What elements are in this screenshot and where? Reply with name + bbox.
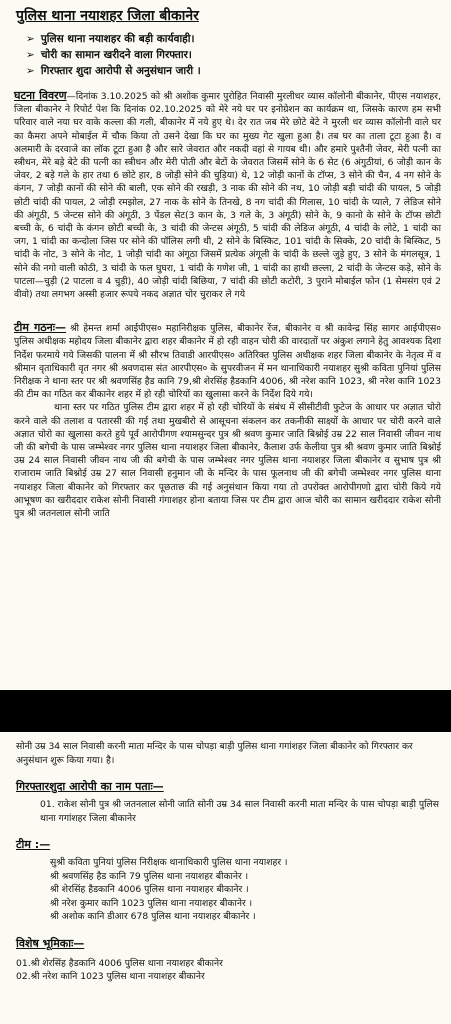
- page-title: पुलिस थाना नयाशहर जिला बीकानेर: [16, 8, 199, 24]
- highlight-item: [26, 63, 451, 79]
- highlights-list: [26, 31, 451, 79]
- arrow-bullet-icon: ➢: [26, 49, 35, 61]
- team-formation: [14, 321, 441, 520]
- continuation-text: सोनी उम्र 34 साल निवासी करनी माता मन्दिर के पास चोपड़ा बाड़ी पुलिस थाना गगांशहर जिला बीकानेर को गिरफ्तार कर अनुसंधान शुरू किया गया। है।: [16, 741, 413, 766]
- special-role-item: 02.श्री नरेश कानि 1023 पुलिस थाना नयाशहर बीकानेर: [16, 971, 205, 982]
- arrow-bullet-icon: ➢: [26, 33, 35, 45]
- highlight-item: [26, 47, 451, 63]
- team-member: श्री श्रवणसिंह हैड कानि 79 पुलिस थाना नयाशहर बीकानेर ।: [50, 870, 249, 882]
- highlight-text: गिरफ्तार शुदा आरोपी से अनुसंधान जारी ।: [40, 65, 201, 77]
- arrow-bullet-icon: ➢: [26, 65, 35, 77]
- arrested-heading: गिरफ्तारशुदा आरोपी का नाम पताः—: [16, 780, 164, 793]
- team-member: सुश्री कविता पुनियां पुलिस निरीक्षक थानाधिकारी पुलिस थाना नयाशहर ।: [50, 857, 288, 868]
- arrested-item: 01. राकेश सोनी पुत्र श्री जतनलाल सोनी जाति सोनी उम्र 34 साल निवासी करनी माता मन्दिर के पास चोपड़ा बाड़ी पुलिस थाना गगांशहर जिला बीकानेर: [40, 799, 439, 824]
- team-heading: टीम :—: [16, 838, 51, 851]
- team-formation-heading: टीम गठनः—: [14, 321, 66, 335]
- incident-heading: घटना विवरण: [14, 89, 67, 102]
- incident-text: —दिनांक 3.10.2025 को श्री अशोक कुमार पुरोहित निवासी मुरलीधर व्यास कॉलोनी बीकानेर, पीएस नयाशहर, जिला बीकानेर ने रिपोर्ट पेश कि दिनांक 02.10.2025 को मेरे नये घर पर इनोग्रेशन का कार्यक्रम था, जिसके कारण हम सभी परिवार वाले नया घर वाके कल्ला की गली, बीकानेर में नये हुए थे। देर रात जब मेरे छोटे बेटे ने मुरली धर व्यास कॉलोनी वाले घर का कैमरा अपने मोबाईल में चौक किया तो उसने देखा कि घर का मुख्य गेट खुला हुआ है। तब घर का ताला टूटा हुआ है। व अलमारी के दरवाजे का लॉक टूटा हुआ है और सारे जेवरात और नकदी वहां से गायब थी। और हमारे पुश्तैनी जेवर, मेरी पत्नी का स्त्रीधन, मेरे बड़े बेटे की पत्नी का स्त्रीधन और मेरी पोती और बेटों के जेवरात जिसमें सोने के 6 सेट (6 अंगुठीयां, 6 जोड़ी कान के जेवर, 2 बड़े गले के हार तथा 6 छोटे हार, 8 जोड़ी सोने की चुड़िया) थे, 12 जोड़ी कानों के टॉप्स, 3 सोने की चैन, 4 नग सोने के कंगन, 7 जोड़ी कानों की सोने की बाली, एक सोने की रखड़ी, 3 नाक की सोने की नथ, 10 जोड़ी बड़ी चांदी की पायल, 5 जोड़ी छोटी चांदी की पायल, 2 जोड़ी रमझोल, 27 नाक के सोने के तिनखे, 8 नग चांदी की गिलास, 10 चांदी के प्याले, 7 लेडिज सोने की अंगूठी, 5 जेन्टस सोने की अंगूठी, 3 पेंडल सेट(3 कान के, 3 गले के, 3 अंगूठी) सोने के, 9 कानो के सोने के टॉप्स छोटी बच्ची के, 6 चांदी के कंगन छोटी बच्ची के, 3 चांदी की जेन्टस अंगूठी, 5 चांदी की लेडिज अंगूठी, 4 चांदी के लोटे, 1 चांदी का जग, 1 चांदी का कन्दोला जिस पर सोने की पॉलिस लगी थी, 2 सोने के बिस्किट, 101 चांदी के सिक्के, 20 चांदी के बिस्किट, 5 चांदी के नोट, 3 सोने के नोट, 1 जोड़ी चांदी का अंगूठा जिसमें प्रत्येक अंगूली के चांदी के छल्ले जुड़े हुए, 3 सोने के मंगलसूत्र, 1 सोने की नगो वाली कोठी, 3 चांदी के फल घुघरा, 1 चांदी के गणेश जी, 1 चांदी का हाथी छल्ला, 2 चांदी के जेन्टस कड़े, सोने के पाटला—चुड़ी (2 पाटला व 4 चुड़ी), 40 जोड़ी चांदी बिछिया, 7 चांदी की छोटी कटोरी, 3 पुराने मोबाईल फोन (1 सेमसंग एवं 2 वीवो) तथा लगभग अस्सी हजार रूपये नकद अज्ञात चोर चुराकर ले गये: [14, 91, 441, 301]
- arrested-list: [40, 798, 439, 825]
- special-role-heading: विशेष भूमिकाः—: [16, 936, 85, 950]
- team-list: [50, 856, 439, 924]
- team-member: श्री अशोक कानि डीआर 678 पुलिस थाना नयाशहर बीकानेर ।: [50, 911, 256, 922]
- team-formation-text: श्री हेमन्त शर्मा आईपीएस० महानिरीक्षक पुलिस, बीकानेर रेंज, बीकानेर व श्री कावेन्द्र सिंह सागर आईपीएस० पुलिस अधीक्षक महोदय जिला बीकानेर द्वारा शहर बीकानेर में हो रही वाहन चोरी की वारदातों पर अंकुश लगाने हेतु आवश्यक दिशा निर्देश फरमाये गये जिसकी पालना में श्री सौरभ तिवाडी आरपीएस० अतिरिक्त पुलिस अधीक्षक शहर जिला बीकानेर के नेतृत्व में व श्रीमान वृताधिकारी वृत नगर श्री श्रवणदास संत आरपीएस० के सुपरवीजन में मन थानाधिकारी नयाशहर सुश्री कविता पुनियां पुलिस निरीक्षक ने थाना स्तर पर श्री श्रवणसिंह हैड कानि 79,श्री शेरसिंह हैडकानि 4006, श्री नरेश कानि 1023, श्री नरेश कानि 1023 की टीम का गठित कर बीकानेर शहर में हो रही चोरियों का खुलासा करने के निर्देश दिये गये।: [14, 323, 441, 401]
- special-role-item: 01.श्री शेरसिंह हैडकानि 4006 पुलिस थाना नयाशहर बीकानेर: [16, 957, 223, 969]
- special-role-list: [16, 957, 439, 984]
- investigation-text: थाना स्तर पर गठित पुलिस टीम द्वारा शहर में हो रही चोरियों के संबंध में सीसीटीवी फुटेज के आधार पर अज्ञात चोरो करने वाले की तलाश व पतारसी की गई तथा मुखबीरो से आसूचना संकलन कर तकनीकी साक्ष्यों के आधार पर चोरी करने वाले अज्ञात चोरो का खुलासा करते हुये पूर्व आरोपीगण श्यामसुन्दर पुत्र श्री श्रवण कुमार जाति बिश्नोई उम्र 22 साल निवासी जीवन नाथ जी की बगेची के पास जम्भेश्वर नगर पुलिस थाना नयाशहर जिला बीकानेर, कैलाश उर्फ केलीया पुत्र श्री श्रवण कुमार जाति बिश्नोई उम्र 24 साल निवासी जीवन नाथ जी की बगेची के पास जम्भेश्वर नगर पुलिस थाना नयाशहर जिला बीकानेर व सुभाष पुत्र श्री राजाराम जाति बिश्नोई उम्र 27 साल निवासी हनुमान जी के मन्दिर के पास फूलनाथ जी की बगेची जम्भेश्वर नगर पुलिस थाना नयाशहर जिला बीकानेर को गिरफ्तार कर पूछताछ की गई अनुसंधान किया गया तो उपरोक्त आरोपीगणो द्वारा चोरी किये गये आभूषण का खरीददार राकेश सोनी निवासी गंगाशहर होना बताया जिस पर टीम द्वारा आज चोरी का सामान खरीददार राकेश सोनी पुत्र श्री जतनलाल सोनी जाति: [14, 402, 441, 520]
- highlight-text: पुलिस थाना नयाशहर की बड़ी कार्यवाही।: [40, 33, 195, 45]
- incident-details: [14, 89, 441, 301]
- highlight-text: चोरी का सामान खरीदने वाला गिरफ्तार।: [40, 49, 192, 61]
- team-member: श्री शेरसिंह हैडकानि 4006 पुलिस थाना नयाशहर बीकानेर ।: [50, 884, 249, 895]
- highlight-item: [26, 31, 451, 47]
- press-note-page-2: [0, 732, 451, 1024]
- team-member: श्री नरेश कुमार कानि 1023 पुलिस थाना नयाशहर बीकानेर ।: [50, 897, 253, 909]
